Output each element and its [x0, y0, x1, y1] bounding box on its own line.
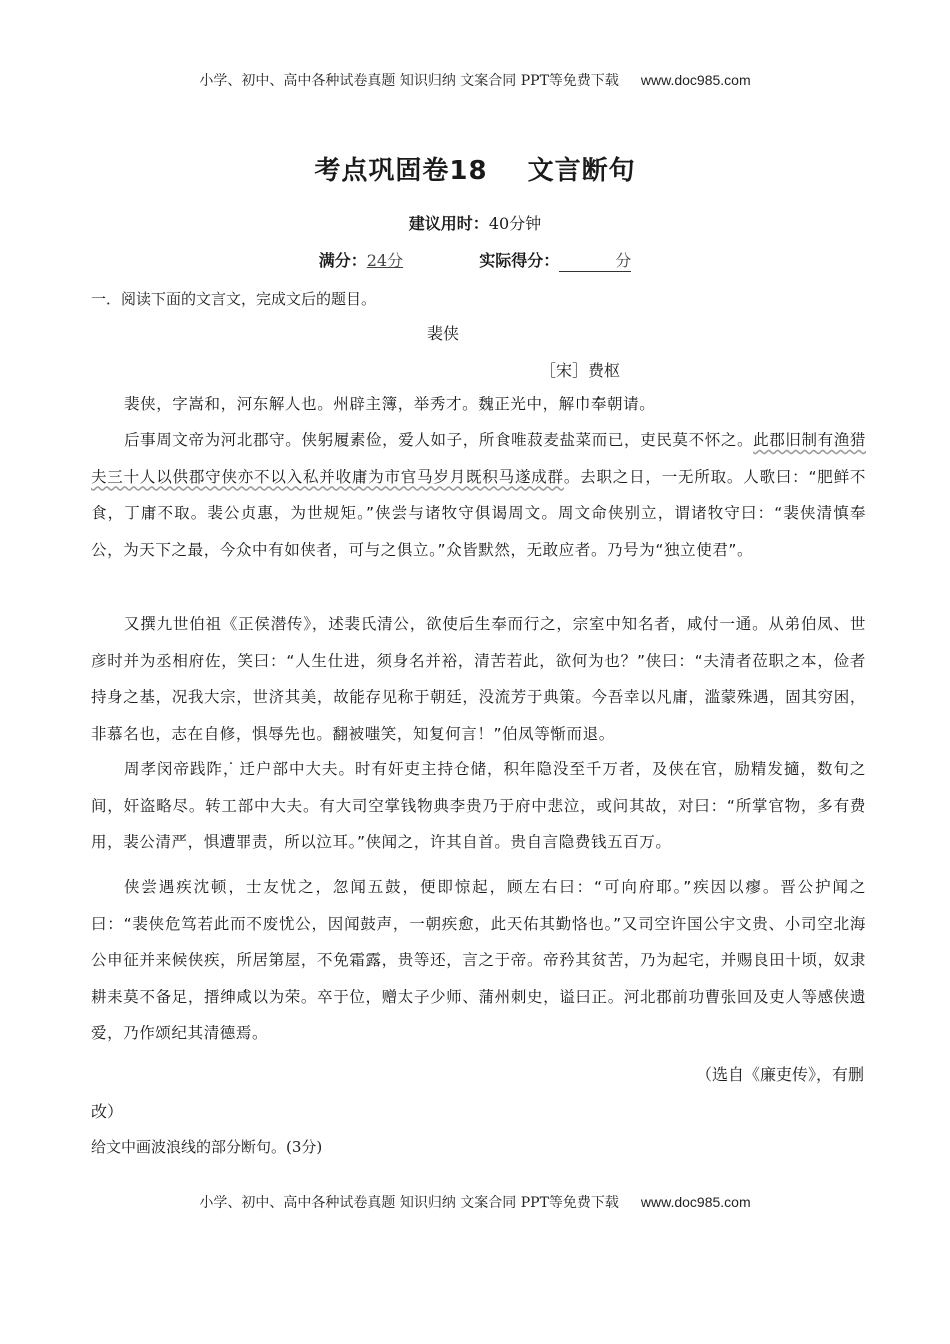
emphasis-char: 阼	[206, 760, 223, 778]
actual-score-label: 实际得分：	[479, 251, 560, 270]
full-score-value: 24分	[366, 251, 404, 270]
source-citation-cont: 改）	[91, 1102, 124, 1121]
page-title	[0, 150, 950, 187]
time-label: 建议用时：	[408, 214, 489, 233]
suggested-time	[0, 211, 950, 234]
emphasis-char: 绅	[220, 987, 237, 1006]
emphasis-char: 废	[262, 914, 279, 933]
p3-text: 又撰九世伯祖《正侯潜传》，述裴氏清公，欲使后生奉而行之，宗室中知名者，咸付一通。从弟伯凤、世彦时并为丞相府佐，笑曰：“人生仕进，须身名并裕，清苦若此，欲何为也？”侠曰：“夫清者莅职之本，俭者持身之基，况我大宗，世济其美，故能存见称于朝廷，没流芳于典策。今吾幸以凡庸，滥蒙殊遇，固其穷困，非慕名也，志在自修，惧辱先也。翻被嗤笑，知复何言！”伯凤等惭而退。	[91, 615, 866, 743]
p1-text-b: 奉朝请。	[590, 395, 656, 413]
p5-text-b: 忧公，因闻鼓声，一朝疾愈，此天佑其勤恪也。”又司空许国公宇文贵、小司空北海公申征并来候侠疾，所居第屋，不免霜露，贵等还，言之于帝。帝矜其贫苦，乃为起宅，并赐良田十顷，奴隶耕耒莫不备足，	[91, 914, 866, 1006]
emphasis-char: 搢	[204, 987, 221, 1006]
page-header	[0, 70, 950, 90]
paragraph-5	[91, 869, 866, 1052]
paragraph-2	[91, 422, 866, 568]
source-citation: （选自《廉吏传》，有删	[695, 1065, 864, 1084]
emphasis-char: 解	[558, 395, 575, 413]
footer-text: 小学、初中、高中各种试卷真题 知识归纳 文案合同 PPT等免费下载	[199, 1195, 619, 1211]
header-url-link[interactable]: www.doc985.com	[640, 72, 751, 88]
time-value: 40分钟	[488, 214, 542, 233]
paragraph-3	[91, 606, 866, 752]
question-1: 给文中画波浪线的部分断句。(3分)	[91, 1138, 323, 1156]
header-text: 小学、初中、高中各种试卷真题 知识归纳 文案合同 PPT等免费下载	[199, 73, 619, 89]
paragraph-4	[91, 751, 866, 861]
section-instruction: 一．阅读下面的文言文，完成文后的题目。	[91, 290, 377, 308]
full-score-label: 满分：	[318, 251, 367, 270]
p4-text-a: 周孝闵帝	[124, 760, 190, 778]
p2-text-a: 后事周文帝为河北郡守。侠躬履素俭，爱人如子，所食唯菽麦盐菜而已，吏民莫不怀之。	[124, 431, 754, 449]
emphasis-char: 巾	[574, 395, 591, 413]
p5-text-c: 咸以为荣。卒于位，赠太子少师、蒲州刺史，谥曰正。河北郡前功曹张回及吏人等感侠遗爱，乃作颂纪其清德焉。	[91, 987, 867, 1042]
paragraph-1	[91, 386, 866, 423]
title-part2: 文言断句	[527, 156, 636, 186]
footer-url-link[interactable]: www.doc985.com	[640, 1194, 751, 1210]
emphasis-char: 践	[190, 760, 207, 778]
actual-score-blank[interactable]: 分	[559, 248, 631, 272]
p4-text-b: ，迁户部中大夫。时有奸吏主持仓储，积年隐没至千万者，及侠在官，励精发擿，数旬之间，奸盗略尽。转工部中大夫。有大司空掌钱物典李贵乃于府中悲泣，或问其故，对曰：“所掌官物，多有费用，裴公清严，惧遭罪责，所以泣耳。”侠闻之，许其自首。贵自言隐费钱五百万。	[91, 760, 866, 851]
passage-author: ［宋］费枢	[540, 361, 621, 380]
passage-title: 裴侠	[426, 324, 459, 343]
p2-text-b: 。去职之日，一无所取。人歌曰：“肥鲜不食，丁庸不取。裴公贞惠，为世规矩。”侠尝与诸牧守俱谒周文。周文命侠别立，谓诸牧守曰：“裴侠清慎奉公，为天下之最，今众中有如侠者，可与之俱立。”众皆默然，无敢应者。乃号为“独立使君”。	[91, 467, 867, 559]
p5-text-a: 侠尝遇疾沈顿，士友忧之，忽闻五鼓，便即惊起，顾左右曰：“可向府耶。”疾因以瘳。晋公护闻之曰：“裴侠危笃若此而不	[91, 878, 866, 933]
score-line	[0, 248, 950, 272]
p1-text-a: 裴侠，字嵩和，河东解人也。州辟主簿，举秀才。魏正光中，	[124, 395, 559, 413]
wavy-underlined-passage: 此郡旧制有渔猎夫三十人以供郡守侠亦不以入私并收庸为市官马岁月既积马遂成群	[91, 431, 866, 486]
page-footer	[0, 1192, 950, 1212]
title-part1: 考点巩固卷18	[314, 156, 488, 186]
